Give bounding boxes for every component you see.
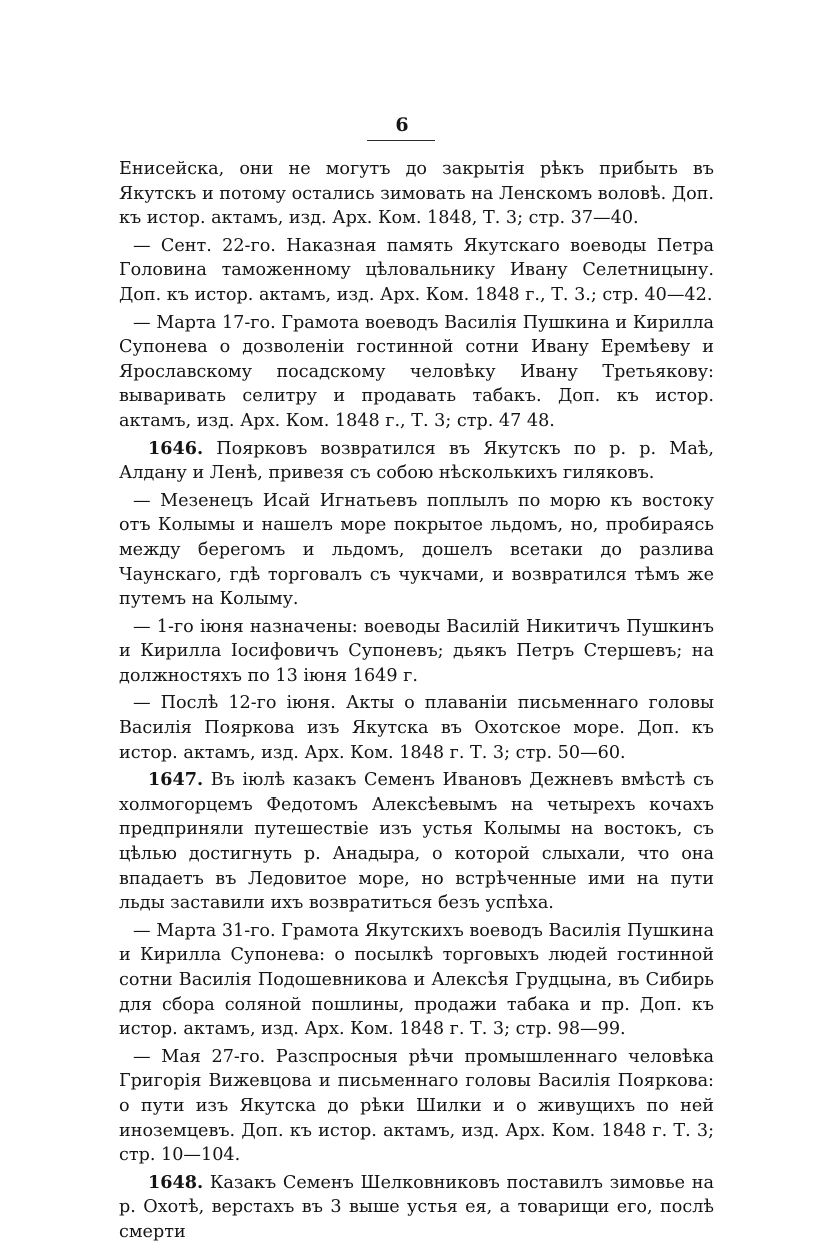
page-number-rule	[367, 140, 435, 141]
year-entry	[119, 437, 714, 486]
paragraph	[119, 157, 714, 231]
paragraph	[119, 919, 714, 1042]
year-entry	[119, 768, 714, 916]
paragraph	[119, 1045, 714, 1168]
entry-year: 1647.	[148, 769, 204, 791]
paragraph-text: Поярковъ возвратился въ Якутскъ по р. р. Маѣ, Алдану и Ленѣ, привезя съ собою нѣсколькихъ гиляковъ.	[119, 438, 715, 484]
paragraph-text: — Мая 27-го. Разспросныя рѣчи промышленнаго человѣка Григорія Вижевцова и письменнаго головы Василія Пояркова: о пути изъ Якутска до рѣки Шилки и о живущихъ по ней иноземцевъ. Доп. къ истор. актамъ, изд. Арх. Ком. 1848 г. Т. 3; стр. 10—104.	[119, 1046, 714, 1166]
entry-year: 1648.	[148, 1171, 204, 1193]
paragraph-text: — Марта 17-го. Грамота воеводъ Василія Пушкина и Кирилла Супонева о дозволеніи гостинной сотни Ивану Еремѣеву и Ярославскому посадскому человѣку Ивану Третьякову: вываривать селитру и продавать табакъ. Доп. къ истор. актамъ, изд. Арх. Ком. 1848 г., Т. 3; стр. 47 48.	[119, 312, 714, 431]
paragraph-text: — 1-го іюня назначены: воеводы Василій Никитичъ Пушкинъ и Кирилла Іосифовичъ Супоневъ; дьякъ Петръ Стершевъ; на должностяхъ по 13 іюня 1649 г.	[119, 616, 714, 686]
paragraph-text: — Послѣ 12-го іюня. Акты о плаваніи письменнаго головы Василія Пояркова изъ Якутска въ Охотское море. Доп. къ истор. актамъ, изд. Арх. Ком. 1848 г. Т. 3; стр. 50—60.	[119, 693, 714, 763]
paragraph	[119, 311, 714, 434]
paragraph	[119, 615, 714, 689]
paragraph	[119, 691, 714, 765]
entry-year: 1646.	[148, 437, 204, 459]
paragraph-text: Казакъ Семенъ Шелковниковъ поставилъ зимовье на р. Охотѣ, верстахъ въ 3 выше устья ея, а товарищи его, послѣ смерти	[119, 1172, 715, 1242]
paragraph	[119, 489, 714, 612]
page-number: 6	[395, 114, 409, 136]
paragraph-text: Въ іюлѣ казакъ Семенъ Ивановъ Дежневъ вмѣстѣ съ холмогорцемъ Федотомъ Алексѣевымъ на четырехъ кочахъ предприняли путешествіе изъ устья Колымы на востокъ, съ цѣлью достигнуть р. Анадыра, о которой слыхали, что она впадаетъ въ Ледовитое море, но встрѣченные ими на пути льды заставили ихъ возвратиться безъ успѣха.	[119, 770, 715, 914]
paragraph	[119, 234, 714, 308]
year-entry	[119, 1171, 714, 1245]
paragraph-text: Енисейска, они не могутъ до закрытія рѣкъ прибыть въ Якутскъ и потому остались зимовать на Ленскомъ воловѣ. Доп. къ истор. актамъ, изд. Арх. Ком. 1848, Т. 3; стр. 37—40.	[119, 159, 714, 229]
page-text	[119, 157, 714, 1248]
paragraph-text: — Сент. 22-го. Наказная память Якутскаго воеводы Петра Головина таможенному цѣловальнику Ивану Селетницыну. Доп. къ истор. актамъ, изд. Арх. Ком. 1848 г., Т. 3.; стр. 40—42.	[119, 235, 714, 305]
paragraph-text: — Мезенецъ Исай Игнатьевъ поплылъ по морю къ востоку отъ Колымы и нашелъ море покрытое льдомъ, но, пробираясь между берегомъ и льдомъ, дошелъ всетаки до разлива Чаунскаго, гдѣ торговалъ съ чукчами, и возвратился тѣмъ же путемъ на Колыму.	[119, 490, 714, 610]
paragraph-text: — Марта 31-го. Грамота Якутскихъ воеводъ Василія Пушкина и Кирилла Супонева: о посылкѣ торговыхъ людей гостинной сотни Василія Подошевникова и Алексѣя Грудцына, въ Сибирь для сбора соляной пошлины, продажи табака и пр. Доп. къ истор. актамъ, изд. Арх. Ком. 1848 г. Т. 3; стр. 98—99.	[119, 920, 714, 1040]
